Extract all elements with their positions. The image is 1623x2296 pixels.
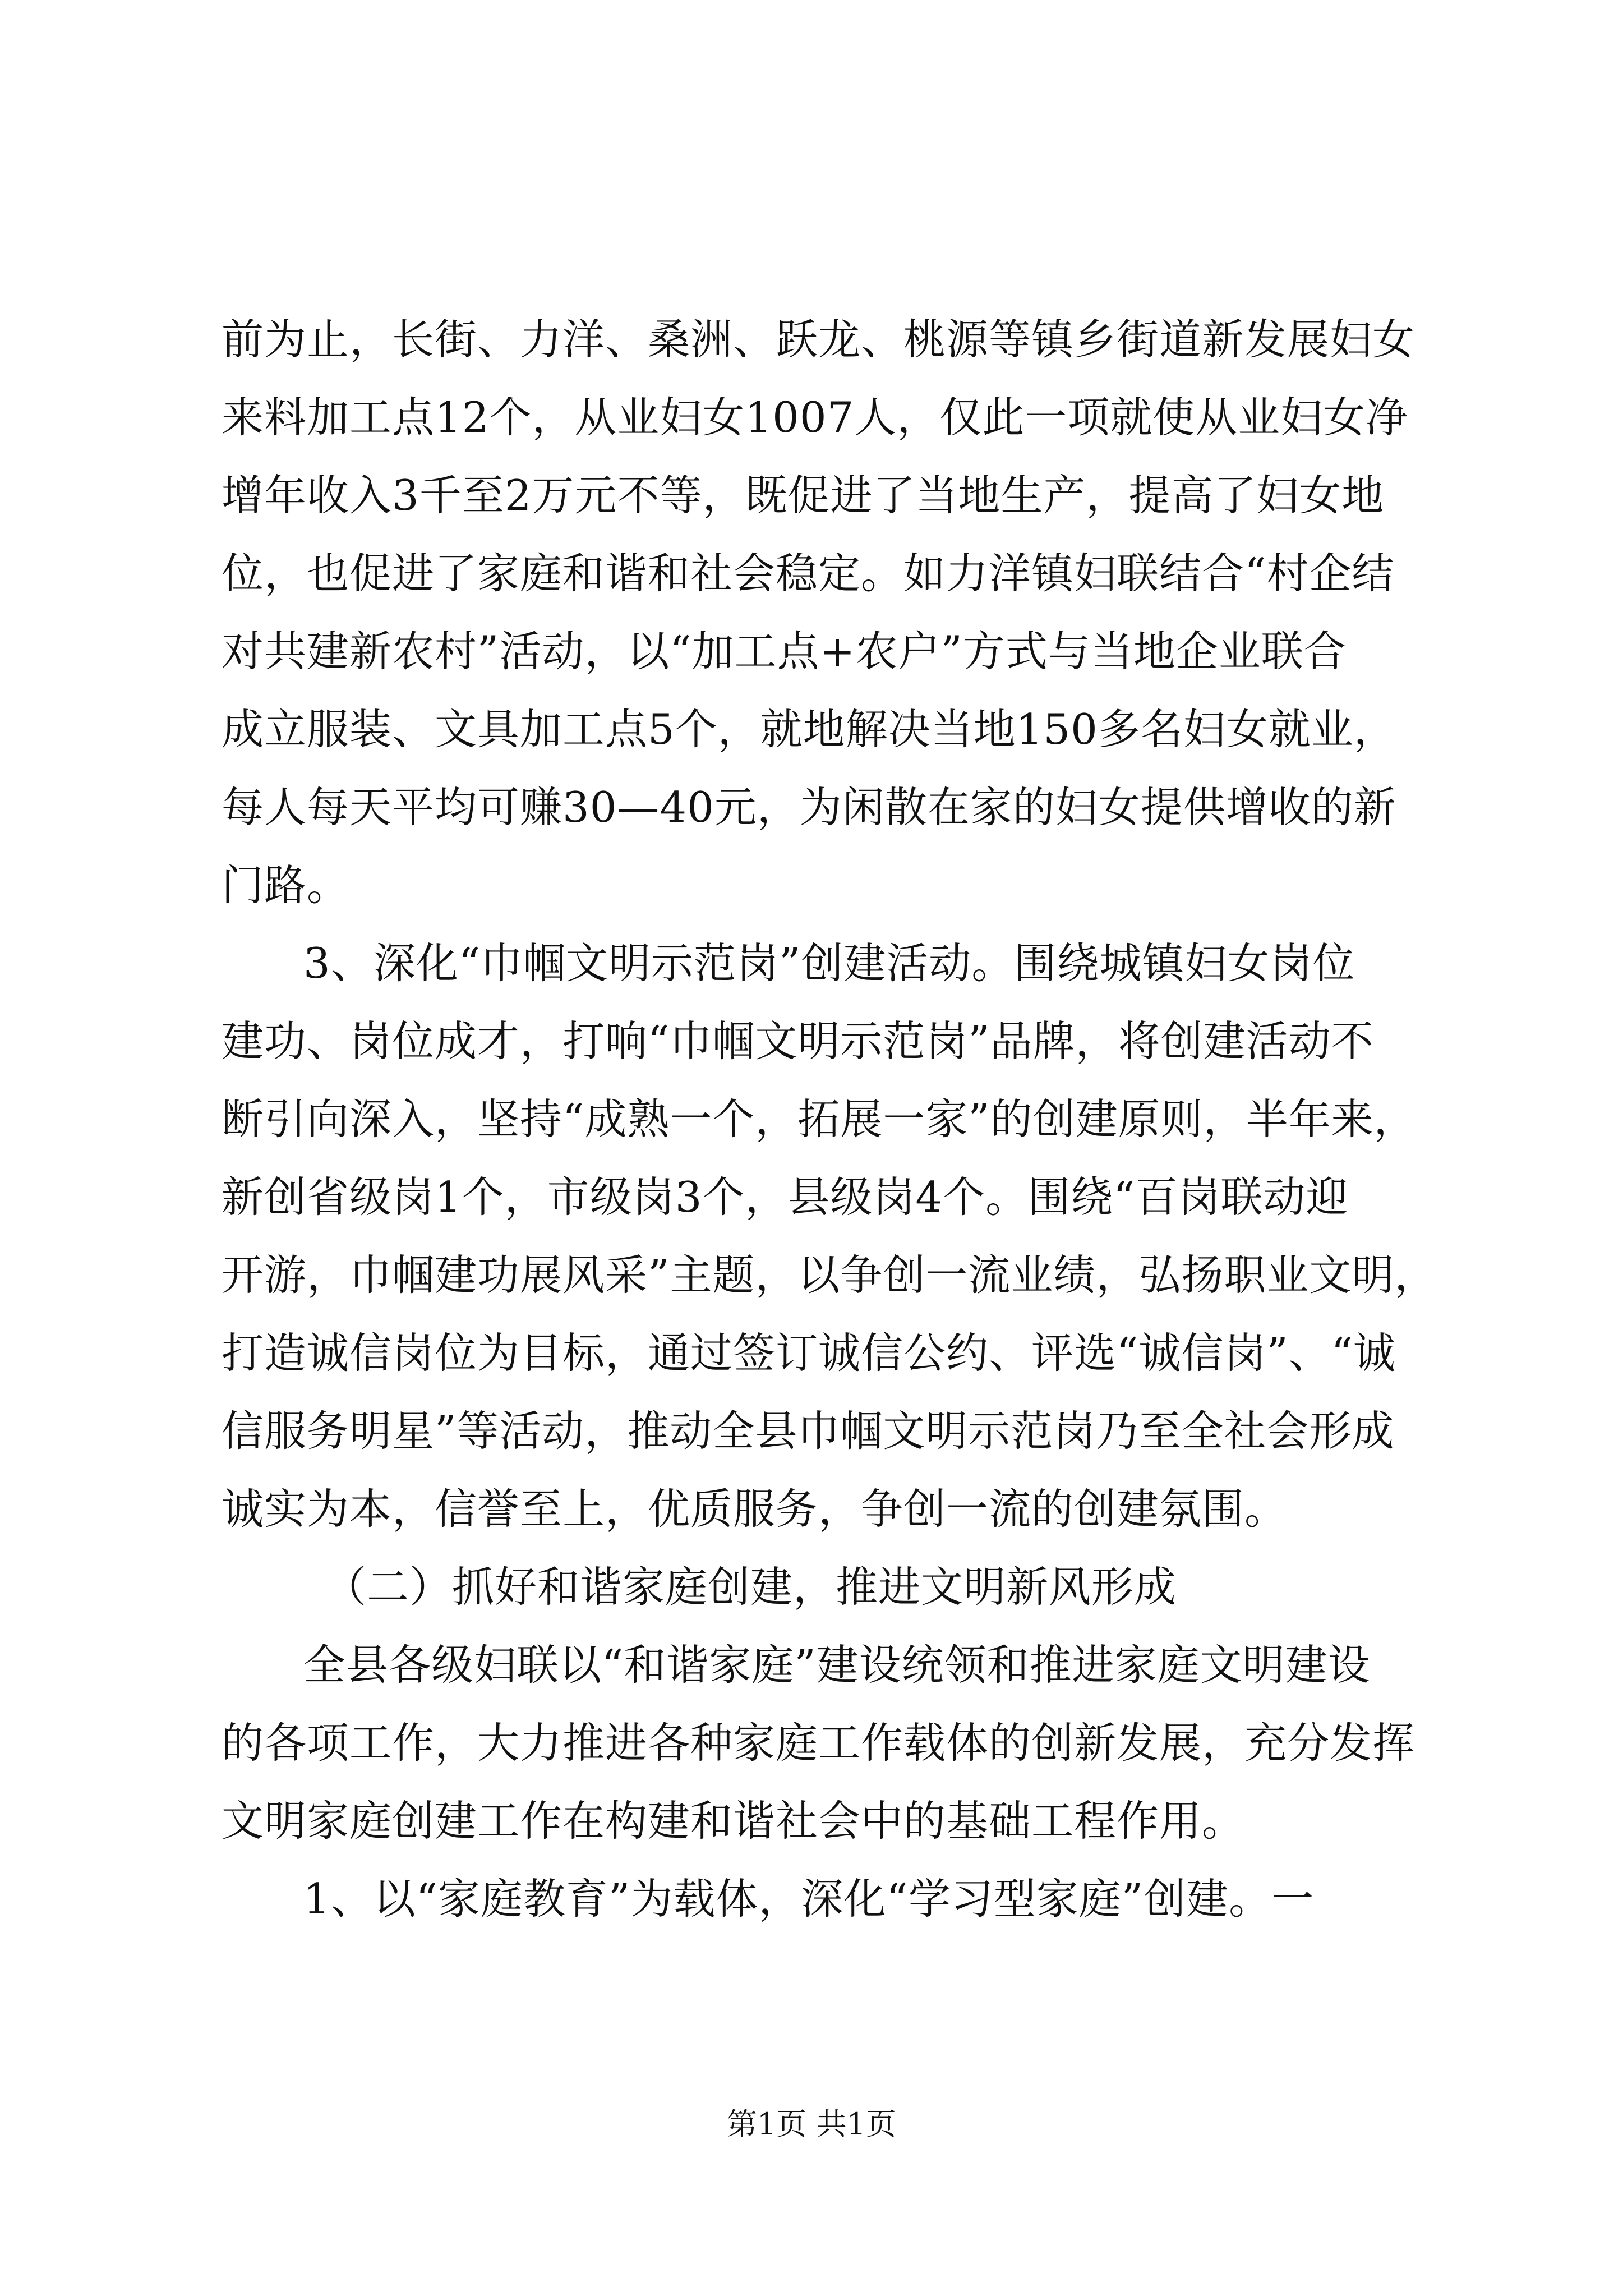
text-line: 开游，巾帼建功展风采”主题，以争创一流业绩，弘扬职业文明， [222,1250,1437,1300]
text-line: 全县各级妇联以“和谐家庭”建设统领和推进家庭文明建设 [303,1640,1371,1690]
text-line: 文明家庭创建工作在构建和谐社会中的基础工程作用。 [222,1796,1245,1846]
text-line: 成立服装、文具加工点5个，就地解决当地150多名妇女就业， [222,705,1396,754]
text-line: 对共建新农村”活动，以“加工点+农户”方式与当地企业联合 [222,627,1347,676]
text-line: 每人每天平均可赚30—40元，为闲散在家的妇女提供增收的新 [222,783,1396,832]
text-line: 门路。 [222,861,350,910]
text-line: 新创省级岗1个，市级岗3个，县级岗4个。围绕“百岗联动迎 [222,1172,1349,1222]
paragraph-heading-3: 3、深化“巾帼文明示范岗”创建活动。围绕城镇妇女岗位 [303,938,1355,988]
section-heading: （二）抓好和谐家庭创建，推进文明新风形成 [324,1562,1177,1612]
text-line: 诚实为本，信誉至上，优质服务，争创一流的创建氛围。 [222,1484,1288,1534]
text-line: 前为止，长街、力洋、桑洲、跃龙、桃源等镇乡街道新发展妇女 [222,315,1415,364]
paragraph-heading-1: 1、以“家庭教育”为载体，深化“学习型家庭”创建。一 [303,1874,1315,1924]
text-line: 位，也促进了家庭和谐和社会稳定。如力洋镇妇联结合“村企结 [222,549,1395,598]
text-line: 断引向深入，坚持“成熟一个，拓展一家”的创建原则，半年来， [222,1094,1417,1144]
page-footer: 第1页 共1页 [727,2106,896,2142]
text-line: 来料加工点12个，从业妇女1007人，仅此一项就使从业妇女净 [222,393,1409,442]
text-line: 信服务明星”等活动，推动全县巾帼文明示范岗乃至全社会形成 [222,1406,1395,1456]
text-line: 建功、岗位成才，打响“巾帼文明示范岗”品牌，将创建活动不 [222,1016,1374,1066]
text-line: 增年收入3千至2万元不等，既促进了当地生产，提高了妇女地 [222,471,1385,520]
text-line: 的各项工作，大力推进各种家庭工作载体的创新发展，充分发挥 [222,1718,1415,1768]
text-line: 打造诚信岗位为目标，通过签订诚信公约、评选“诚信岗”、“诚 [222,1328,1396,1378]
